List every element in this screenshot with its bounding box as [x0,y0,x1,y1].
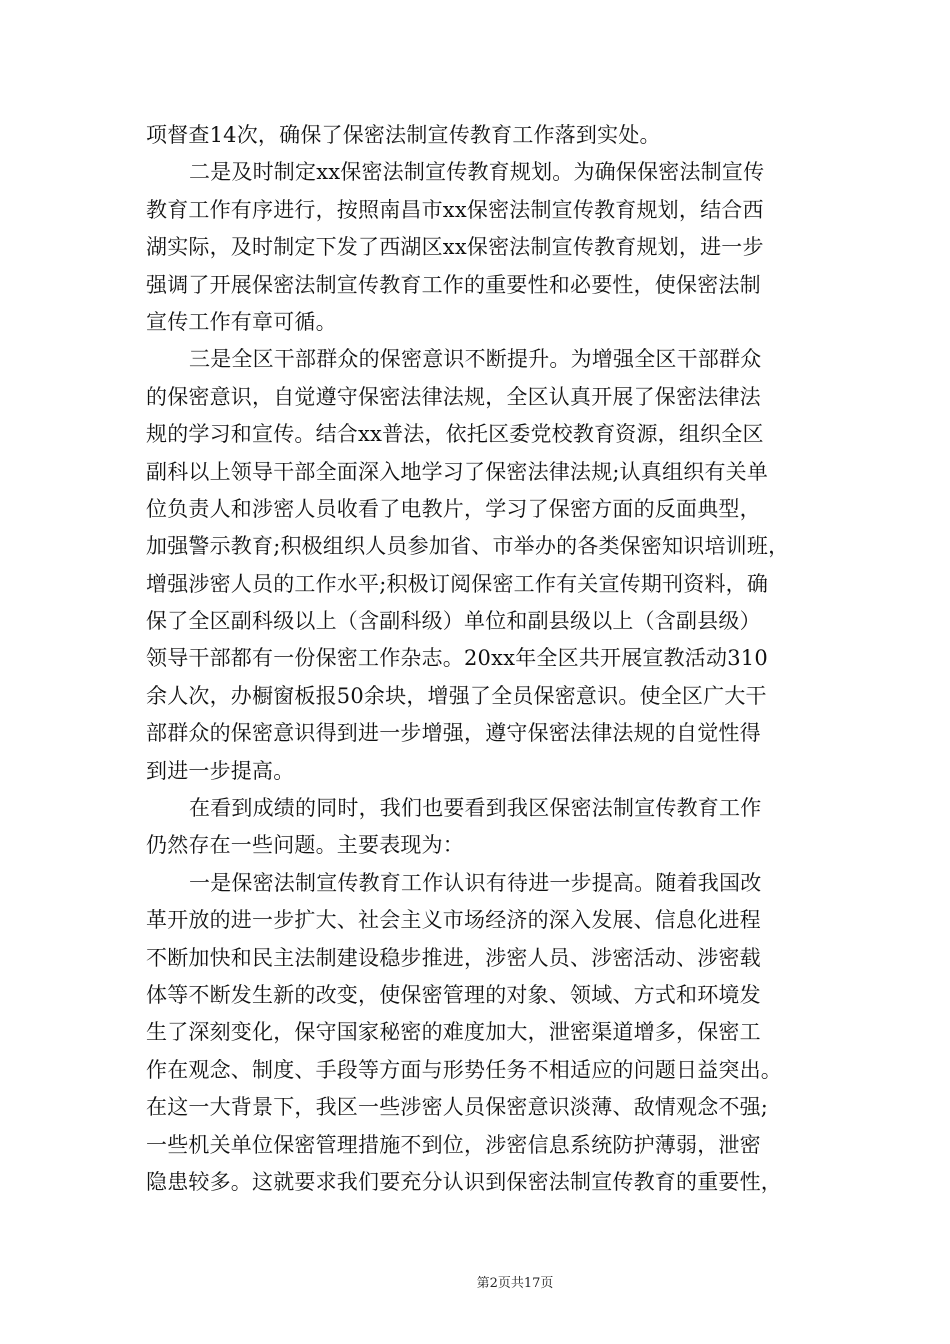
text-line: 的保密意识，自觉遵守保密法律法规，全区认真开展了保密法律法 [146,384,761,409]
paragraph-first-line: 在看到成绩的同时，我们也要看到我区保密法制宣传教育工作 [189,796,762,821]
text-line: 项督查14次，确保了保密法制宣传教育工作落到实处。 [146,123,661,147]
text-line: 隐患较多。这就要求我们要充分认识到保密法制宣传教育的重要性， [146,1169,782,1194]
text-line: 增强涉密人员的工作水平;积极订阅保密工作有关宣传期刊资料，确 [146,571,769,596]
text-line: 位负责人和涉密人员收看了电教片，学习了保密方面的反面典型， [146,496,761,521]
text-line: 湖实际，及时制定下发了西湖区xx保密法制宣传教育规划，进一步 [146,235,764,260]
document-body [146,117,814,1201]
text-line: 余人次，办橱窗板报50余块，增强了全员保密意识。使全区广大干 [146,683,767,708]
text-line: 革开放的进一步扩大、社会主义市场经济的深入发展、信息化进程 [146,908,761,933]
text-line: 保了全区副科级以上（含副科级）单位和副县级以上（含副县级） [146,609,761,634]
text-line: 作在观念、制度、手段等方面与形势任务不相适应的问题日益突出。 [146,1057,782,1082]
text-line: 规的学习和宣传。结合xx普法，依托区委党校教育资源，组织全区 [146,422,764,447]
text-line: 到进一步提高。 [146,758,295,783]
text-line: 不断加快和民主法制建设稳步推进，涉密人员、涉密活动、涉密载 [146,945,761,970]
page-number: 第2页共17页 [476,1276,554,1291]
text-line: 在这一大背景下，我区一些涉密人员保密意识淡薄、敌情观念不强; [146,1095,769,1120]
text-line: 副科以上领导干部全面深入地学习了保密法律法规;认真组织有关单 [146,459,769,484]
text-line: 生了深刻变化，保守国家秘密的难度加大，泄密渠道增多，保密工 [146,1020,761,1045]
text-line: 教育工作有序进行，按照南昌市xx保密法制宣传教育规划，结合西 [146,197,764,222]
paragraph-first-line: 二是及时制定xx保密法制宣传教育规划。为确保保密法制宣传 [189,160,765,185]
text-line: 部群众的保密意识得到进一步增强，遵守保密法律法规的自觉性得 [146,721,761,746]
paragraph-first-line: 三是全区干部群众的保密意识不断提升。为增强全区干部群众 [189,347,762,372]
text-line: 加强警示教育;积极组织人员参加省、市举办的各类保密知识培训班， [146,534,790,559]
text-line: 强调了开展保密法制宣传教育工作的重要性和必要性，使保密法制 [146,272,761,297]
text-line: 宣传工作有章可循。 [146,309,337,334]
text-line: 领导干部都有一份保密工作杂志。20xx年全区共开展宣教活动310 [146,646,768,671]
text-line: 体等不断发生新的改变，使保密管理的对象、领域、方式和环境发 [146,982,761,1007]
text-line: 仍然存在一些问题。主要表现为： [146,833,464,858]
paragraph-first-line: 一是保密法制宣传教育工作认识有待进一步提高。随着我国改 [189,870,762,895]
text-line: 一些机关单位保密管理措施不到位，涉密信息系统防护薄弱，泄密 [146,1132,761,1157]
